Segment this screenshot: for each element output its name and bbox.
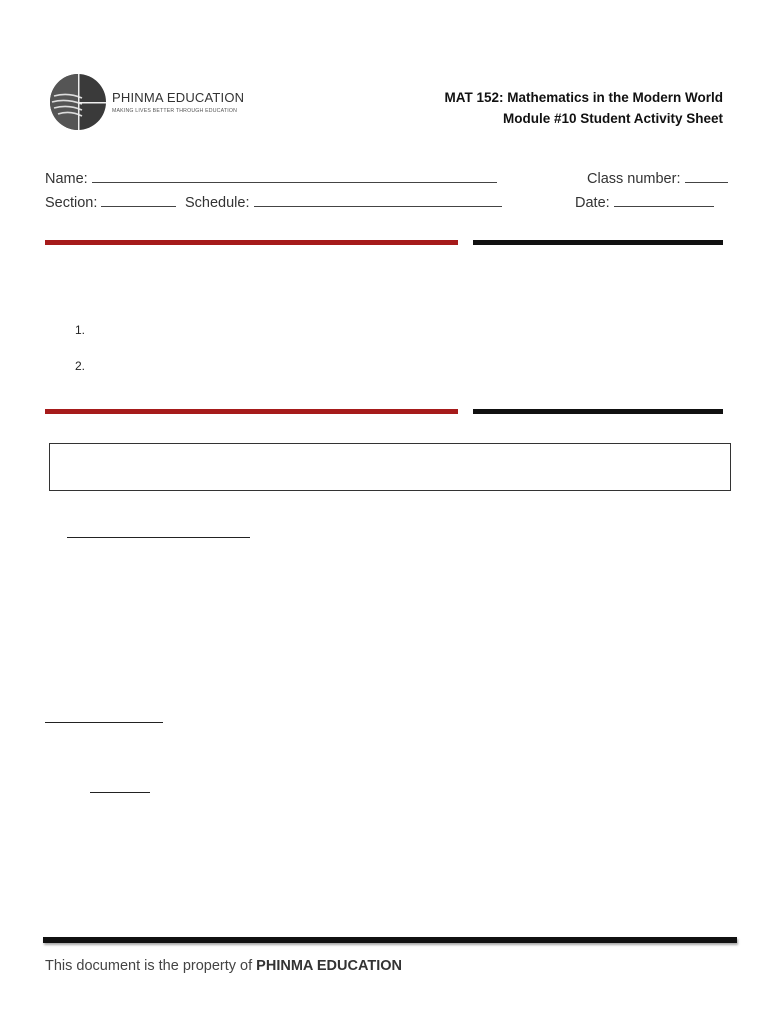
date-blank[interactable] xyxy=(614,192,714,207)
logo-tagline: MAKING LIVES BETTER THROUGH EDUCATION xyxy=(112,108,238,114)
footer-text xyxy=(45,958,402,974)
section-label: Section: xyxy=(45,195,98,211)
footer-bar xyxy=(43,937,737,943)
name-blank[interactable] xyxy=(92,168,497,183)
footer-statement: This document is the property of xyxy=(45,958,253,974)
date-label: Date: xyxy=(575,195,610,211)
list-item-2: 2. xyxy=(75,359,86,373)
section-field[interactable] xyxy=(45,192,176,211)
course-title-line2: Module #10 Student Activity Sheet xyxy=(502,111,723,126)
content-box xyxy=(49,443,731,491)
class-number-label: Class number: xyxy=(587,171,681,187)
heading-underline-3 xyxy=(90,792,150,793)
name-field[interactable] xyxy=(45,168,497,187)
name-label: Name: xyxy=(45,171,88,187)
footer-brand: PHINMA EDUCATION xyxy=(256,958,402,974)
course-title xyxy=(444,87,723,129)
heading-underline-1 xyxy=(67,537,250,538)
schedule-field[interactable] xyxy=(185,192,502,211)
divider-black-bottom xyxy=(473,409,723,414)
divider-red-top xyxy=(45,240,458,245)
divider-red-bottom xyxy=(45,409,458,414)
section-blank[interactable] xyxy=(101,192,176,207)
schedule-label: Schedule: xyxy=(185,195,250,211)
phinma-globe-icon xyxy=(48,72,108,132)
logo-name: PHINMA EDUCATION xyxy=(112,90,245,105)
heading-underline-2 xyxy=(45,722,163,723)
date-field[interactable] xyxy=(575,192,714,211)
schedule-blank[interactable] xyxy=(254,192,502,207)
class-number-field[interactable] xyxy=(587,168,728,187)
course-title-line1: MAT 152: Mathematics in the Modern World xyxy=(444,90,723,105)
list-item-1: 1. xyxy=(75,323,86,337)
class-number-blank[interactable] xyxy=(685,168,728,183)
divider-black-top xyxy=(473,240,723,245)
phinma-logo xyxy=(48,72,248,134)
